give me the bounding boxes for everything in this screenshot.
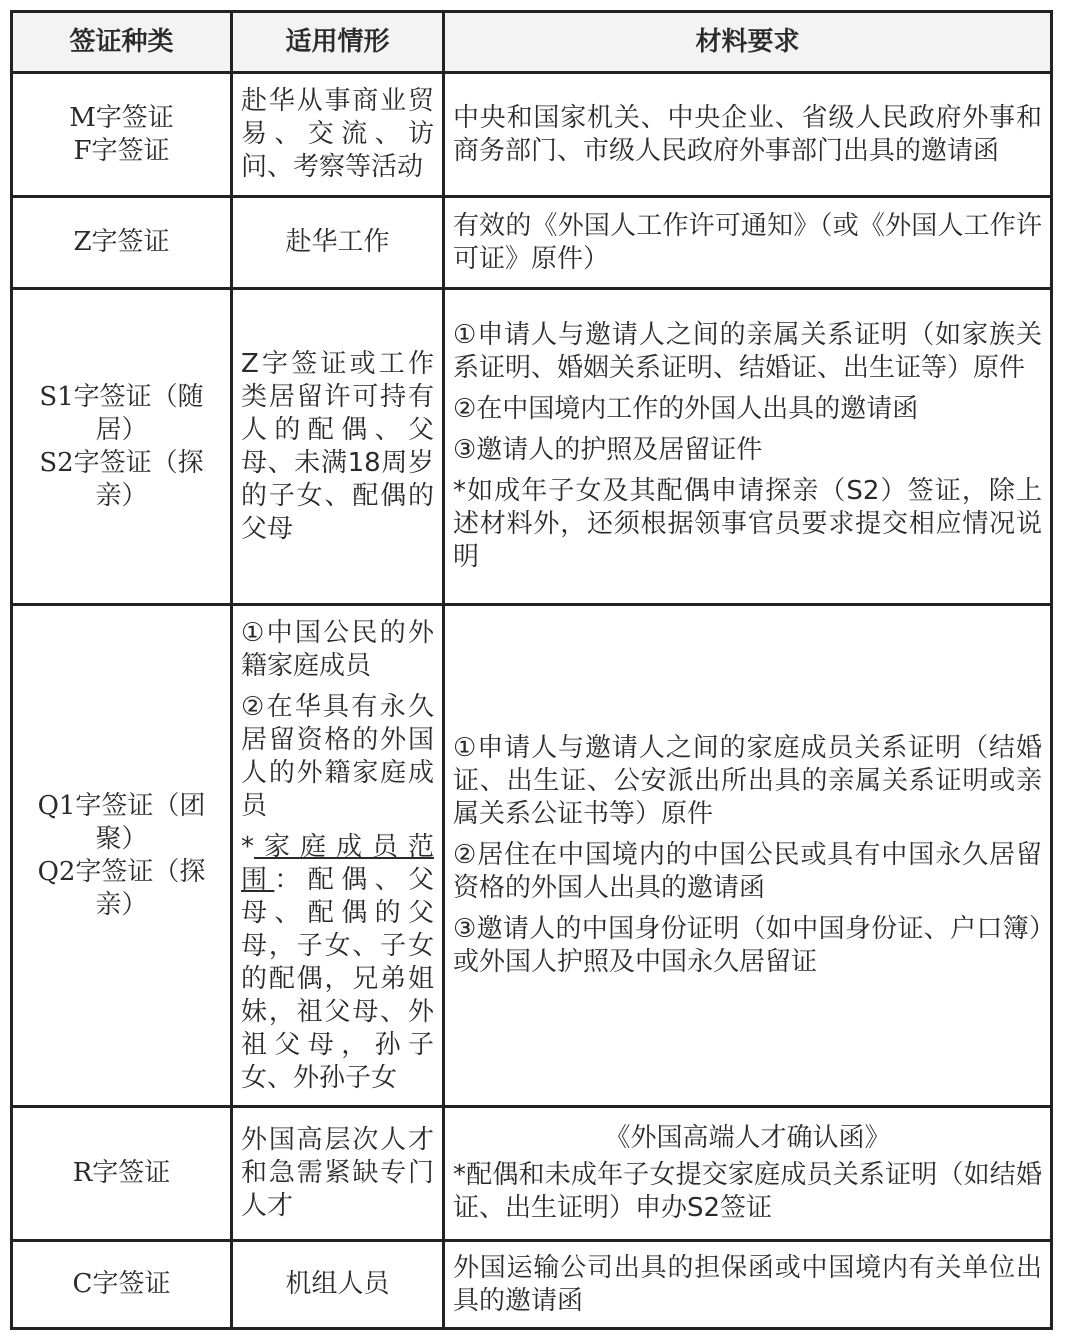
materials-cell [444,73,1052,197]
table-row [12,605,1052,1107]
situation-item: ①中国公民的外籍家庭成员 [241,617,434,681]
visa-type-line: C字签证 [72,1269,171,1299]
note-asterisk: * [241,831,254,862]
situation-text: Z字签证或工作类居留许可持有人的配偶、父母、未满18周岁的子女、配偶的父母 [241,348,434,544]
visa-type-cell [12,1241,232,1329]
situation-text: 外国高层次人才和急需紧缺专门人才 [241,1125,434,1221]
situation-item: ②在华具有永久居留资格的外国人的外籍家庭成员 [241,691,434,821]
visa-type-cell [12,197,232,289]
materials-item: ①申请人与邀请人之间的家庭成员关系证明（结婚证、出生证、公安派出所出具的亲属关系证明或亲属关系公证书等）原件 [453,733,1042,829]
visa-type-line: R字签证 [72,1158,171,1188]
table-row [12,1241,1052,1329]
header-row [12,12,1052,73]
visa-type-line: F字签证 [73,135,170,166]
visa-table [10,10,1053,1330]
visa-type-line: S1字签证（随居） [39,381,204,445]
visa-type-line: S2字签证（探亲） [39,447,204,511]
materials-note: *如成年子女及其配偶申请探亲（S2）签证，除上述材料外，还须根据领事官员要求提交相应情况说明 [453,476,1042,572]
visa-type-line: Q2字签证（探亲） [37,856,206,920]
materials-text: 中央和国家机关、中央企业、省级人民政府外事和商务部门、市级人民政府外事部门出具的邀请函 [453,102,1042,166]
materials-text: 外国运输公司出具的担保函或中国境内有关单位出具的邀请函 [453,1252,1042,1316]
materials-note: *配偶和未成年子女提交家庭成员关系证明（如结婚证、出生证明）申办S2签证 [453,1160,1042,1223]
family-scope-list: ：配偶、父母、配偶的父母，子女、子女的配偶，兄弟姐妹，祖父母、外祖父母，孙子女、外孙子女 [241,864,434,1093]
visa-type-cell [12,289,232,605]
materials-item: ①申请人与邀请人之间的亲属关系证明（如家族关系证明、婚姻关系证明、结婚证、出生证等）原件 [453,320,1042,383]
situation-text: 赴华从事商业贸易、交流、访问、考察等活动 [241,86,434,182]
materials-cell [444,1241,1052,1329]
visa-type-cell [12,1107,232,1241]
materials-cell [444,197,1052,289]
header-materials: 材料要求 [444,12,1052,73]
table-row [12,289,1052,605]
situation-cell [232,605,444,1107]
header-situation: 适用情形 [232,12,444,73]
table-row [12,197,1052,289]
visa-requirements-document [10,10,1050,1330]
visa-type-line: Q1字签证（团聚） [37,790,206,854]
situation-cell [232,1107,444,1241]
visa-type-line: M字签证 [69,102,174,133]
table-row [12,1107,1052,1241]
materials-item: ③邀请人的中国身份证明（如中国身份证、户口簿）或外国人护照及中国永久居留证 [453,914,1042,977]
visa-type-cell [12,73,232,197]
materials-cell [444,605,1052,1107]
visa-type-cell [12,605,232,1107]
materials-item: ②在中国境内工作的外国人出具的邀请函 [453,394,919,424]
materials-title: 《外国高端人才确认函》 [604,1123,891,1153]
materials-cell [444,1107,1052,1241]
situation-cell [232,289,444,605]
materials-item: ③邀请人的护照及居留证件 [453,435,763,465]
visa-type-line: Z字签证 [73,227,170,257]
materials-cell [444,289,1052,605]
materials-item: ②居住在中国境内的中国公民或具有中国永久居留资格的外国人出具的邀请函 [453,840,1042,903]
situation-cell [232,197,444,289]
header-visa-type: 签证种类 [12,12,232,73]
family-scope-note [241,831,434,1095]
situation-cell [232,73,444,197]
materials-text: 有效的《外国人工作许可通知》（或《外国人工作许可证》原件） [453,210,1042,274]
table-row [12,73,1052,197]
situation-text: 机组人员 [285,1269,390,1299]
situation-text: 赴华工作 [285,227,390,257]
situation-cell [232,1241,444,1329]
family-scope-term: 家庭成员范围 [241,831,434,895]
